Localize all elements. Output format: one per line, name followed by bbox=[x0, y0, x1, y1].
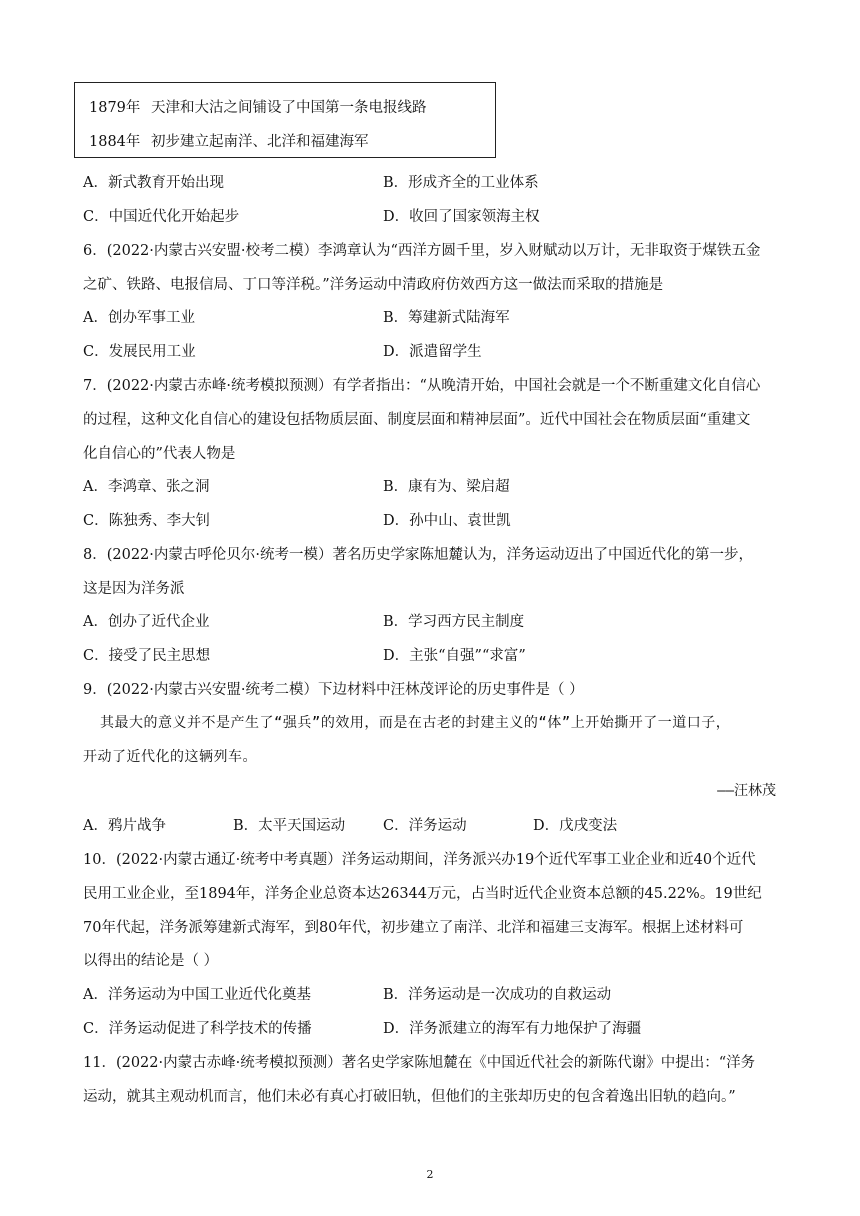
q5-option-b: B．形成齐全的工业体系 bbox=[383, 175, 539, 191]
q9-quote-author: ——汪林茂 bbox=[717, 783, 776, 799]
q9-quote-line: 其最大的意义并不是产生了“强兵”的效用，而是在古老的封建主义的“体”上开始撕开了一道口子， bbox=[100, 715, 731, 731]
q10-option-b: B．洋务运动是一次成功的自救运动 bbox=[383, 987, 612, 1003]
q7-option-b: B．康有为、梁启超 bbox=[383, 479, 510, 495]
q5-option-c: C．中国近代化开始起步 bbox=[83, 209, 240, 225]
q6-stem-line: 6．(2022·内蒙古兴安盟·校考二模）李鸿章认为“西洋方圆千里，岁入财赋动以万计，无非取资于煤铁五金 bbox=[83, 243, 761, 259]
q5-option-d: D．收回了国家领海主权 bbox=[383, 209, 540, 225]
q9-option-b: B．太平天国运动 bbox=[233, 818, 346, 834]
q7-stem-line: 7．(2022·内蒙古赤峰·统考模拟预测）有学者指出：“从晚清开始，中国社会就是一个不断重建文化自信心 bbox=[83, 378, 761, 394]
q6-option-b: B．筹建新式陆海军 bbox=[383, 310, 510, 326]
q9-quote-line: 开动了近代化的这辆列车。 bbox=[83, 749, 257, 765]
q6-option-a: A．创办军事工业 bbox=[83, 310, 195, 326]
q7-stem-line: 化自信心的”代表人物是 bbox=[83, 446, 236, 462]
q10-option-a: A．洋务运动为中国工业近代化奠基 bbox=[83, 987, 311, 1003]
q10-stem-line: 10．(2022·内蒙古通辽·统考中考真题）洋务运动期间，洋务派兴办19个近代军事工业企业和近40个近代 bbox=[83, 852, 756, 868]
timeline-text: 天津和大沽之间铺设了中国第一条电报线路 bbox=[151, 100, 427, 116]
q10-option-c: C．洋务运动促进了科学技术的传播 bbox=[83, 1021, 312, 1037]
timeline-year: 1884年 bbox=[89, 134, 141, 150]
q6-option-c: C．发展民用工业 bbox=[83, 344, 196, 360]
q11-stem-line: 11．(2022·内蒙古赤峰·统考模拟预测）著名史学家陈旭麓在《中国近代社会的新陈代谢》中提出：“洋务 bbox=[83, 1055, 756, 1071]
q9-option-d: D．戊戌变法 bbox=[533, 818, 618, 834]
q8-stem-line: 8．(2022·内蒙古呼伦贝尔·统考一模）著名历史学家陈旭麓认为，洋务运动迈出了中国近代化的第一步， bbox=[83, 547, 753, 563]
timeline-text: 初步建立起南洋、北洋和福建海军 bbox=[151, 134, 369, 150]
timeline-box bbox=[74, 82, 496, 158]
q7-option-d: D．孙中山、袁世凯 bbox=[383, 513, 511, 529]
q8-stem-line: 这是因为洋务派 bbox=[83, 581, 185, 597]
q10-stem-line: 民用工业企业，至1894年，洋务企业总资本达26344万元，占当时近代企业资本总额的45.22%。19世纪 bbox=[83, 886, 762, 902]
q8-option-c: C．接受了民主思想 bbox=[83, 648, 211, 664]
timeline-row bbox=[89, 130, 369, 151]
q7-option-c: C．陈独秀、李大钊 bbox=[83, 513, 211, 529]
timeline-row bbox=[89, 96, 427, 117]
q9-option-a: A．鸦片战争 bbox=[83, 818, 166, 834]
q10-stem-line: 70年代起，洋务派筹建新式海军，到80年代，初步建立了南洋、北洋和福建三支海军。根据上述材料可 bbox=[83, 920, 744, 936]
q8-option-d: D．主张“自强”“求富” bbox=[383, 648, 526, 664]
page-number: 2 bbox=[426, 1168, 434, 1181]
timeline-year: 1879年 bbox=[89, 100, 141, 116]
q6-stem-line: 之矿、铁路、电报信局、丁口等洋税。”洋务运动中清政府仿效西方这一做法而采取的措施是 bbox=[83, 277, 664, 293]
q7-stem-line: 的过程，这种文化自信心的建设包括物质层面、制度层面和精神层面”。近代中国社会在物质层面“重建文 bbox=[83, 412, 751, 428]
q8-option-a: A．创办了近代企业 bbox=[83, 614, 210, 630]
q5-option-a: A．新式教育开始出现 bbox=[83, 175, 224, 191]
q9-option-c: C．洋务运动 bbox=[383, 818, 467, 834]
q8-option-b: B．学习西方民主制度 bbox=[383, 614, 525, 630]
q7-option-a: A．李鸿章、张之洞 bbox=[83, 479, 210, 495]
q10-stem-line: 以得出的结论是（ ） bbox=[83, 953, 219, 969]
q6-option-d: D．派遣留学生 bbox=[383, 344, 482, 360]
q10-option-d: D．洋务派建立的海军有力地保护了海疆 bbox=[383, 1021, 642, 1037]
q11-stem-line: 运动，就其主观动机而言，他们未必有真心打破旧轨，但他们的主张却历史的包含着逸出旧轨的趋向。” bbox=[83, 1089, 736, 1105]
q9-stem-line: 9．(2022·内蒙古兴安盟·统考二模）下边材料中汪林茂评论的历史事件是（ ） bbox=[83, 682, 584, 698]
